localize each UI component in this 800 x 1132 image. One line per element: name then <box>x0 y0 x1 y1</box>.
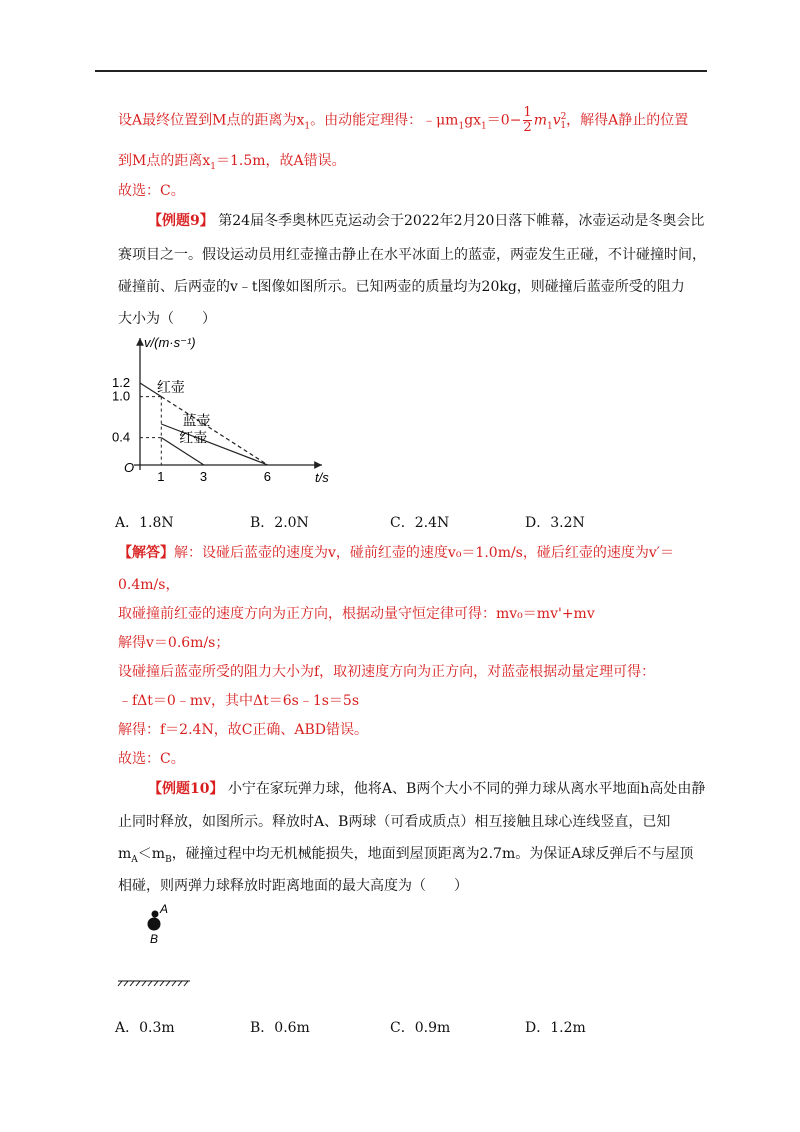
series-label: 红壶 <box>179 429 208 446</box>
solution-line-3: 取碰撞前红壶的速度方向为正方向，根据动量守恒定律可得：mv₀＝mv'+mv <box>118 606 595 622</box>
solution-line-4: 解得v＝0.6m/s； <box>118 635 230 651</box>
origin-label: O <box>124 460 135 475</box>
solution-tag: 【解答】 <box>118 545 174 561</box>
series-label: 红壶 <box>156 378 185 395</box>
x-tick-label: 6 <box>263 469 272 484</box>
series-label: 蓝壶 <box>182 412 211 429</box>
ground-hatch <box>118 981 190 986</box>
balls-figure <box>110 895 210 995</box>
x-axis-label: t/s <box>315 470 329 485</box>
example9-question-line-1: 【例题9】 第24届冬季奥林匹克运动会于2022年2月20日落下帷幕，冰壶运动是冬奥会比 <box>148 213 705 229</box>
example9-option-d[interactable]: D．3.2N <box>525 515 585 531</box>
y-tick-label: 1.2 <box>112 375 131 390</box>
example10-tag: 【例题10】 <box>148 781 224 797</box>
example9-option-c[interactable]: C．2.4N <box>390 515 450 531</box>
example9-option-b[interactable]: B．2.0N <box>250 515 309 531</box>
y-tick-label: 0.4 <box>112 429 131 445</box>
fraction-half: $\frac{1}{2}$ <box>523 105 532 135</box>
solution-line-6: ﹣fΔt＝0﹣mv，其中Δt＝6s﹣1s＝5s <box>118 693 360 709</box>
solution-answer: 故选：C。 <box>118 751 185 767</box>
ball-a <box>152 911 159 918</box>
ball-b-label: B <box>150 932 159 946</box>
ball-a-label: A <box>160 902 169 916</box>
vt-chart <box>110 330 350 490</box>
example10-option-a[interactable]: A．0.3m <box>115 1020 175 1036</box>
solution-line-7: 解得：f＝2.4N，故C正确、ABD错误。 <box>118 722 369 738</box>
example10-question-line-4: 相碰，则两弹力球释放时距离地面的最大高度为（ ） <box>118 878 468 894</box>
x-tick-label: 3 <box>199 469 208 484</box>
solution-line-5: 设碰撞后蓝壶所受的阻力大小为f，取初速度方向为正方向，对蓝壶根据动量定理可得： <box>118 664 656 680</box>
example9-tag: 【例题9】 <box>148 213 214 229</box>
x-tick-label: 1 <box>157 469 165 484</box>
ball-b <box>148 918 161 931</box>
example9-question-line-2: 赛项目之一。假设运动员用红壶撞击静止在水平冰面上的蓝壶，两壶发生正碰，不计碰撞时间， <box>118 247 706 263</box>
y-axis-label: v/(m·s⁻¹) <box>144 335 196 350</box>
solution-line-2: 0.4m/s， <box>118 577 180 593</box>
header-rule <box>95 70 707 72</box>
prev-solution-line-1: 设A最终位置到M点的距离为$x_1$。由动能定理得：$﹣\mu m_1gx_1=0-$ $\frac{1}{2}$ $m_1v^2_1$，解得A静止的位置 <box>118 105 689 135</box>
example10-option-d[interactable]: D．1.2m <box>525 1020 586 1036</box>
example10-question-line-2: 止同时释放，如图所示。释放时A、B两球（可看成质点）相互接触且球心连线竖直，已知 <box>118 814 671 830</box>
example10-question-line-3: $m_A<m_B$，碰撞过程中均无机械能损失，地面到屋顶距离为2.7m。为保证A球反弹后不与屋顶 <box>118 846 694 865</box>
prev-solution-line-2: 到M点的距离$x_1=1.5m$，故A错误。 <box>118 153 346 172</box>
y-tick-label: 1.0 <box>112 388 131 404</box>
example9-question-line-4: 大小为（ ） <box>118 311 216 327</box>
example10-question-line-1: 【例题10】 小宁在家玩弹力球，他将A、B两个大小不同的弹力球从离水平地面h高处由静 <box>148 781 706 797</box>
prev-answer: 故选：C。 <box>118 183 185 199</box>
example10-option-b[interactable]: B．0.6m <box>250 1020 310 1036</box>
series-line-1 <box>161 397 267 465</box>
example10-option-c[interactable]: C．0.9m <box>390 1020 451 1036</box>
solution-line-1: 【解答】解：设碰后蓝壶的速度为v，碰前红壶的速度v₀＝1.0m/s，碰后红壶的速度为v′＝ <box>118 545 674 561</box>
example9-option-a[interactable]: A．1.8N <box>115 515 174 531</box>
series-line-2 <box>161 424 267 465</box>
example9-question-line-3: 碰撞前、后两壶的v﹣t图像如图所示。已知两壶的质量均为20kg，则碰撞后蓝壶所受的阻力 <box>118 279 685 295</box>
